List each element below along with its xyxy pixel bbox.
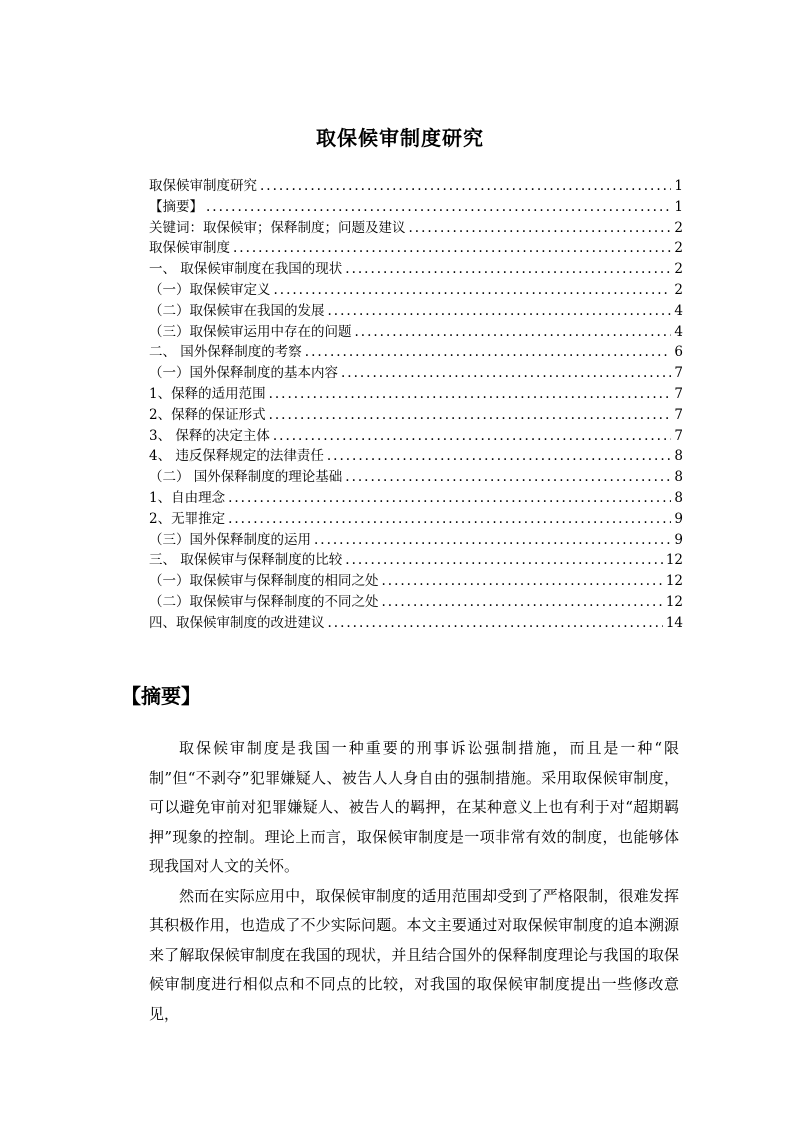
toc-entry[interactable] [149,363,683,384]
toc-entry[interactable] [149,238,683,259]
toc-entry-page: 12 [665,573,683,590]
toc-entry-page: 8 [674,489,683,506]
toc-entry-label: 2、保释的保证形式 [149,406,266,423]
toc-entry-page: 9 [674,531,683,548]
toc-entry-label: 取保候审制度研究 [149,178,257,194]
abstract-heading: 【摘要】 [121,684,201,708]
toc-entry-page: 1 [674,178,683,194]
toc-entry-page: 7 [674,365,683,382]
toc-leader-dots [260,176,671,197]
toc-leader-dots [328,301,672,322]
toc-entry-page: 4 [674,302,683,319]
toc-entry-page: 2 [674,219,683,236]
toc-entry[interactable] [149,405,683,426]
toc-entry-page: 2 [674,281,683,298]
table-of-contents [149,176,683,634]
abstract-paragraph: 然而在实际应用中，取保候审制度的适用范围却受到了严格限制，很难发挥其积极作用，也造成了不少实际问题。本文主要通过对取保候审制度的追本溯源来了解取保候审制度在我国的现状，并且结合国外的保释制度理论与我国的取保候审制度进行相似点和不同点的比较，对我国的取保候审制度提出一些修改意见， [149,886,679,1023]
toc-leader-dots [328,613,663,634]
toc-entry-label: 关键词：取保候审；保释制度；问题及建议 [149,219,406,236]
toc-entry-label: 一、 取保候审制度在我国的现状 [149,261,343,278]
toc-leader-dots [382,592,663,613]
toc-entry-page: 8 [674,448,683,465]
toc-leader-dots [269,384,672,405]
toc-leader-dots [345,259,671,280]
toc-entry-label: （三）取保候审运用中存在的问题 [149,323,352,340]
toc-entry[interactable] [149,530,683,551]
toc-leader-dots [206,197,671,218]
toc-entry-page: 12 [665,593,683,610]
toc-entry[interactable] [149,176,683,197]
toc-entry-page: 12 [665,552,683,569]
toc-entry-page: 1 [674,198,683,215]
toc-entry-label: 四、取保候审制度的改进建议 [149,614,325,631]
toc-entry-label: （二）取保候审与保释制度的不同之处 [149,593,379,610]
toc-leader-dots [228,488,671,509]
toc-leader-dots [314,530,671,551]
toc-entry[interactable] [149,218,683,239]
toc-entry[interactable] [149,446,683,467]
toc-entry-label: （二）取保候审在我国的发展 [149,302,325,319]
toc-leader-dots [233,238,671,259]
toc-leader-dots [274,280,672,301]
toc-entry[interactable] [149,384,683,405]
toc-entry-page: 7 [674,427,683,444]
toc-leader-dots [341,363,671,384]
toc-entry-page: 7 [674,406,683,423]
toc-leader-dots [269,405,672,426]
toc-entry-page: 2 [674,240,683,257]
toc-entry[interactable] [149,342,683,363]
toc-entry-label: 1、保释的适用范围 [149,385,266,402]
abstract-body [149,734,679,1029]
toc-entry-label: 二、 国外保释制度的考察 [149,344,302,361]
toc-leader-dots [345,550,663,571]
toc-entry-label: 【摘要】 [149,198,203,215]
toc-leader-dots [273,426,672,447]
toc-entry-page: 4 [674,323,683,340]
toc-entry[interactable] [149,592,683,613]
page-title: 取保候审制度研究 [316,126,484,150]
toc-leader-dots [305,342,672,363]
toc-entry[interactable] [149,301,683,322]
toc-entry-label: 三、 取保候审与保释制度的比较 [149,552,343,569]
toc-leader-dots [355,322,672,343]
toc-entry[interactable] [149,613,683,634]
toc-entry-page: 8 [674,469,683,486]
toc-entry-label: （一）取保候审定义 [149,281,271,298]
toc-entry-label: 2、无罪推定 [149,510,226,527]
toc-entry-label: （一）国外保释制度的基本内容 [149,365,338,382]
toc-entry[interactable] [149,509,683,530]
toc-entry-label: （二） 国外保释制度的理论基础 [149,469,343,486]
toc-leader-dots [228,509,671,530]
toc-leader-dots [409,218,672,239]
toc-entry-label: 1、自由理念 [149,489,226,506]
toc-entry-label: 取保候审制度 [149,240,230,257]
toc-leader-dots [345,467,671,488]
toc-entry-page: 14 [665,614,683,631]
toc-entry-page: 6 [674,344,683,361]
toc-entry[interactable] [149,550,683,571]
toc-entry-page: 9 [674,510,683,527]
toc-entry-label: （一）取保候审与保释制度的相同之处 [149,573,379,590]
toc-entry-label: 4、 违反保释规定的法律责任 [149,448,324,465]
abstract-paragraph: 取保候审制度是我国一种重要的刑事诉讼强制措施，而且是一种“限制”但“不剥夺”犯罪嫌疑人、被告人人身自由的强制措施。采用取保候审制度，可以避免审前对犯罪嫌疑人、被告人的羁押，在某种意义上也有利于对“超期羁押”现象的控制。理论上而言，取保候审制度是一项非常有效的制度，也能够体现我国对人文的关怀。 [149,739,679,875]
toc-entry-page: 7 [674,385,683,402]
toc-entry[interactable] [149,322,683,343]
toc-leader-dots [382,571,663,592]
toc-entry[interactable] [149,426,683,447]
toc-entry[interactable] [149,197,683,218]
toc-leader-dots [327,446,672,467]
toc-entry-label: （三）国外保释制度的运用 [149,531,311,548]
toc-entry[interactable] [149,259,683,280]
toc-entry[interactable] [149,571,683,592]
toc-entry[interactable] [149,467,683,488]
toc-entry-page: 2 [674,261,683,278]
toc-entry-label: 3、 保释的决定主体 [149,427,270,444]
toc-entry[interactable] [149,280,683,301]
toc-entry[interactable] [149,488,683,509]
